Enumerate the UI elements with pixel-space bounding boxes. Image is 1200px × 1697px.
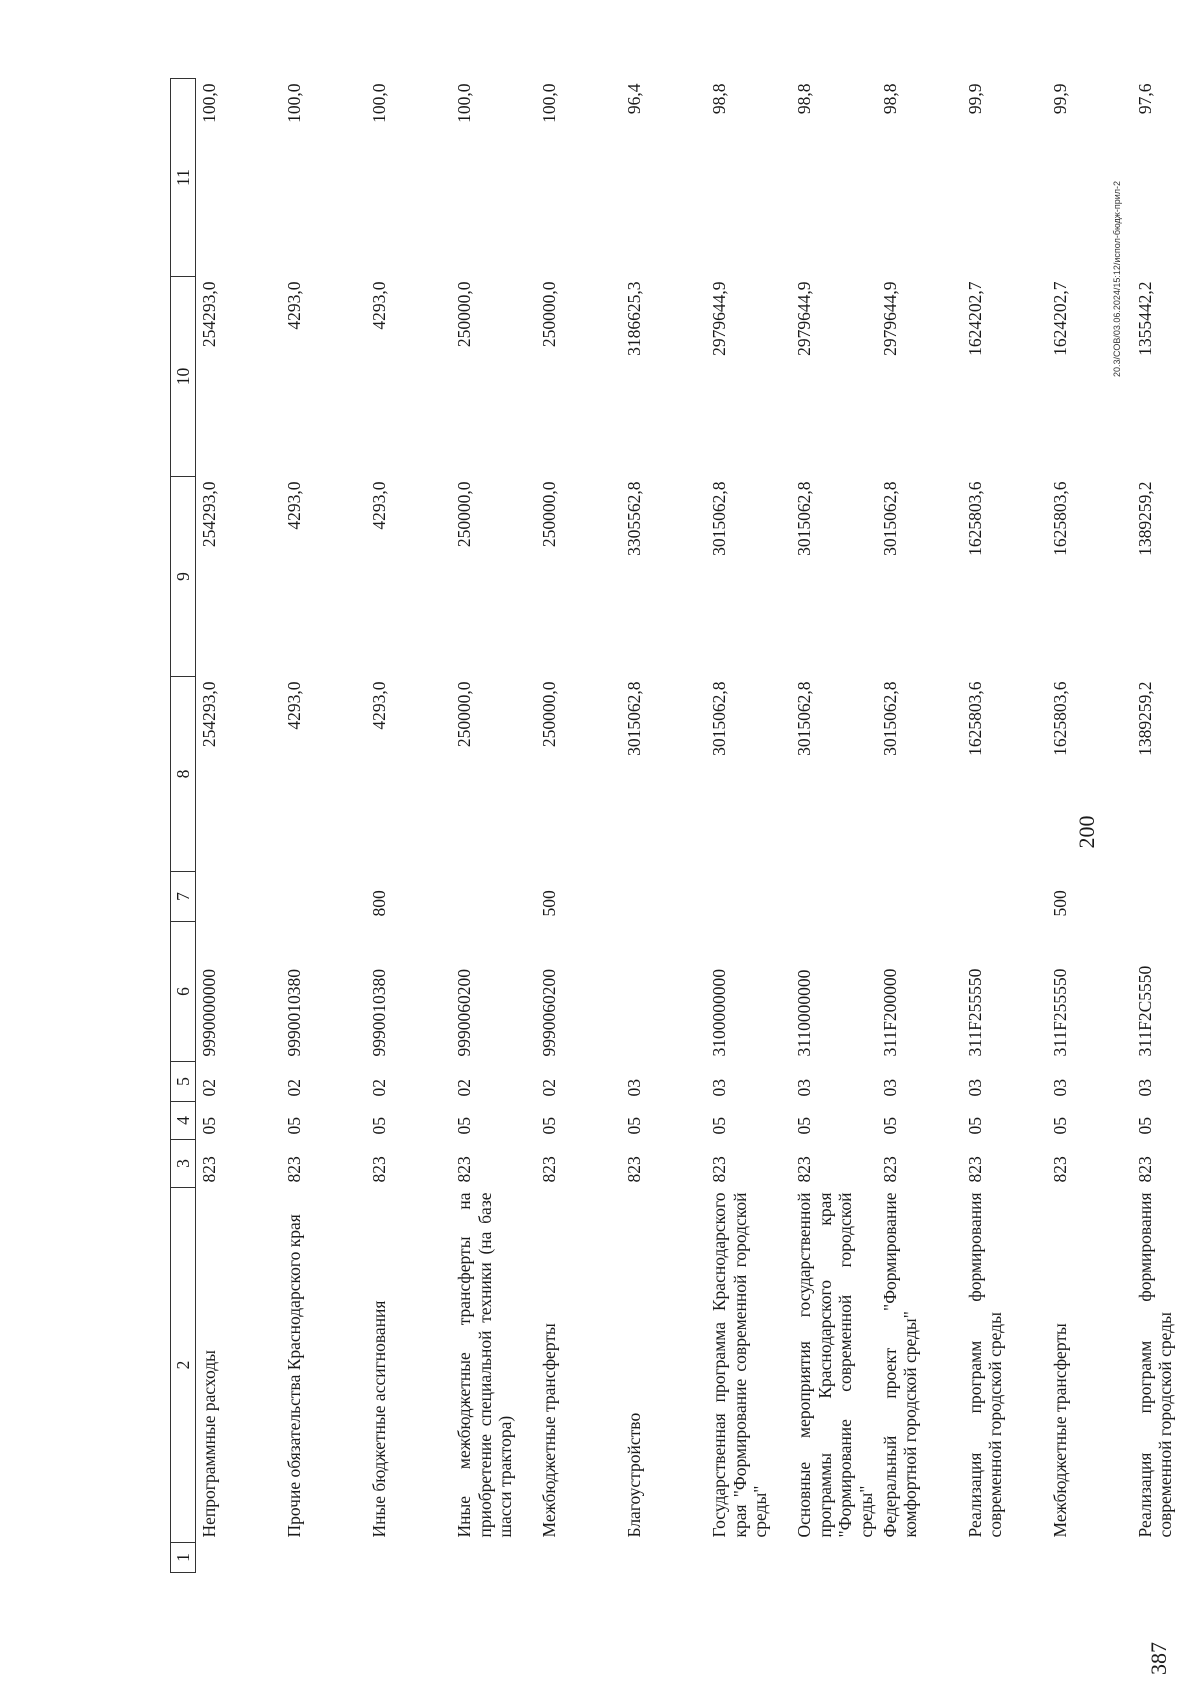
ministry-code-cell: 823 xyxy=(369,1156,389,1183)
budget-list-amount-cell: 1389259,2 xyxy=(1134,481,1155,556)
approved-amount-cell: 3015062,8 xyxy=(709,681,729,756)
executed-amount-cell: 250000,0 xyxy=(539,281,559,348)
ministry-code-cell: 823 xyxy=(879,1156,900,1183)
budget-list-amount-cell: 4293,0 xyxy=(284,481,304,530)
section-code-cell: 05 xyxy=(624,1117,644,1135)
budget-list-amount-cell: 3015062,8 xyxy=(879,481,900,556)
subsection-code-cell: 03 xyxy=(624,1079,644,1097)
budget-list-amount-cell: 4293,0 xyxy=(369,481,389,530)
executed-amount-cell: 2979644,9 xyxy=(879,281,900,356)
percent-executed-cell: 100,0 xyxy=(454,83,474,123)
target-article-cell: 9990010380 xyxy=(369,969,389,1057)
table-row xyxy=(962,79,1047,1573)
table-row xyxy=(536,79,621,1573)
row-number-cell xyxy=(1047,1543,1132,1573)
item-name-cell: Межбюджетные трансферты xyxy=(1049,1323,1070,1538)
approved-amount-cell: 250000,0 xyxy=(454,681,474,748)
target-article-cell: 9990060200 xyxy=(539,969,559,1057)
executed-amount-cell: 254293,0 xyxy=(199,281,219,348)
executed-amount-cell: 3186625,3 xyxy=(624,281,644,356)
table-row xyxy=(791,79,877,1573)
ministry-code-cell: 823 xyxy=(454,1156,474,1183)
section-code-cell: 05 xyxy=(964,1117,985,1135)
row-number-cell xyxy=(451,1543,536,1573)
executed-amount-cell: 250000,0 xyxy=(454,281,474,348)
target-article-cell: 311F255550 xyxy=(1049,968,1070,1057)
target-article-cell: 311F200000 xyxy=(879,968,900,1057)
approved-amount-cell: 3015062,8 xyxy=(879,681,900,756)
percent-executed-cell: 100,0 xyxy=(199,83,219,123)
row-number-cell xyxy=(791,1543,877,1573)
target-article-cell: 9990010380 xyxy=(284,969,304,1057)
section-code-cell: 05 xyxy=(199,1117,219,1135)
approved-amount-cell: 1625803,6 xyxy=(1049,681,1070,756)
subsection-code-cell: 03 xyxy=(1049,1079,1070,1097)
section-code-cell: 05 xyxy=(1049,1117,1070,1135)
expense-type-cell: 500 xyxy=(539,890,559,917)
executed-amount-cell: 4293,0 xyxy=(369,281,389,330)
row-number-cell xyxy=(877,1543,962,1573)
subsection-code-cell: 03 xyxy=(964,1079,985,1097)
sheet-number: 387 xyxy=(1146,1642,1171,1675)
column-header: 4 xyxy=(171,1102,196,1140)
budget-list-amount-cell: 250000,0 xyxy=(454,481,474,548)
approved-amount-cell: 1625803,6 xyxy=(964,681,985,756)
column-header: 11 xyxy=(171,79,196,277)
approved-amount-cell: 254293,0 xyxy=(199,681,219,748)
table-row xyxy=(451,79,536,1573)
column-header: 8 xyxy=(171,677,196,872)
executed-amount-cell: 2979644,9 xyxy=(709,281,729,356)
section-code-cell: 05 xyxy=(709,1117,729,1135)
item-name-cell: Государственная программа Краснодарского края "Формирование современной городской среды" xyxy=(709,1192,771,1538)
expense-type-cell xyxy=(877,872,962,922)
column-header: 1 xyxy=(171,1543,196,1573)
table-row xyxy=(706,79,791,1573)
column-header: 5 xyxy=(171,1062,196,1102)
row-number-cell xyxy=(196,1543,282,1573)
table-row xyxy=(196,79,282,1573)
column-header: 3 xyxy=(171,1140,196,1188)
table-row xyxy=(877,79,962,1573)
subsection-code-cell: 03 xyxy=(794,1079,814,1097)
section-code-cell: 05 xyxy=(369,1117,389,1135)
expense-type-cell xyxy=(1132,872,1200,922)
column-header: 7 xyxy=(171,872,196,922)
expense-type-cell xyxy=(451,872,536,922)
budget-list-amount-cell: 1625803,6 xyxy=(1049,481,1070,556)
expense-type-cell xyxy=(962,872,1047,922)
row-number-cell xyxy=(621,1543,706,1573)
executed-amount-cell: 1624202,7 xyxy=(964,281,985,356)
approved-amount-cell: 3015062,8 xyxy=(624,681,644,756)
expense-type-cell: 500 xyxy=(1049,890,1070,917)
table-row xyxy=(621,79,706,1573)
section-code-cell: 05 xyxy=(284,1117,304,1135)
budget-list-amount-cell: 3015062,8 xyxy=(794,481,814,556)
item-name-cell: Реализация программ формирования современной городской среды xyxy=(964,1192,1006,1538)
percent-executed-cell: 100,0 xyxy=(369,83,389,123)
budget-table xyxy=(170,78,1200,1573)
target-article-cell: 9990060200 xyxy=(454,969,474,1057)
target-article-cell: 9990000000 xyxy=(199,969,219,1057)
item-name-cell: Благоустройство xyxy=(624,1412,644,1538)
budget-list-amount-cell: 250000,0 xyxy=(539,481,559,548)
ministry-code-cell: 823 xyxy=(1134,1156,1155,1183)
budget-list-amount-cell: 1625803,6 xyxy=(964,481,985,556)
row-number-cell xyxy=(281,1543,366,1573)
expense-type-cell xyxy=(621,872,706,922)
item-name-cell: Прочие обязательства Краснодарского края xyxy=(284,1214,304,1538)
ministry-code-cell: 823 xyxy=(709,1156,729,1183)
row-number-cell xyxy=(1132,1543,1200,1573)
percent-executed-cell: 98,8 xyxy=(879,83,900,115)
executed-amount-cell: 1355442,2 xyxy=(1134,281,1155,356)
percent-executed-cell: 100,0 xyxy=(539,83,559,123)
expense-type-cell xyxy=(791,872,877,922)
expense-type-cell xyxy=(706,872,791,922)
percent-executed-cell: 98,8 xyxy=(709,83,729,115)
budget-list-amount-cell: 254293,0 xyxy=(199,481,219,548)
column-header: 9 xyxy=(171,477,196,677)
item-name-cell: Основные мероприятия государственной программы Краснодарского края "Формирование современной городской среды" xyxy=(794,1192,876,1538)
row-number-cell xyxy=(706,1543,791,1573)
approved-amount-cell: 1389259,2 xyxy=(1134,681,1155,756)
executed-amount-cell: 2979644,9 xyxy=(794,281,814,356)
executed-amount-cell: 1624202,7 xyxy=(1049,281,1070,356)
table-row xyxy=(366,79,451,1573)
section-code-cell: 05 xyxy=(794,1117,814,1135)
target-article-cell: 3100000000 xyxy=(709,969,729,1057)
table-header-row xyxy=(171,79,196,1573)
percent-executed-cell: 97,6 xyxy=(1134,83,1155,115)
expense-type-cell xyxy=(281,872,366,922)
approved-amount-cell: 4293,0 xyxy=(284,681,304,730)
subsection-code-cell: 03 xyxy=(1134,1079,1155,1097)
column-header: 6 xyxy=(171,922,196,1062)
ministry-code-cell: 823 xyxy=(794,1156,814,1183)
table-row xyxy=(281,79,366,1573)
ministry-code-cell: 823 xyxy=(539,1156,559,1183)
percent-executed-cell: 100,0 xyxy=(284,83,304,123)
executed-amount-cell: 4293,0 xyxy=(284,281,304,330)
footer-code: 20.3/СОВ/03.06.2024/15:12/испол-бюдж-прил-2 xyxy=(1112,181,1122,377)
budget-list-amount-cell: 3015062,8 xyxy=(709,481,729,556)
subsection-code-cell: 02 xyxy=(539,1079,559,1097)
table-body xyxy=(196,79,1200,1573)
expense-type-cell xyxy=(196,872,282,922)
ministry-code-cell: 823 xyxy=(1049,1156,1070,1183)
ministry-code-cell: 823 xyxy=(624,1156,644,1183)
section-code-cell: 05 xyxy=(454,1117,474,1135)
row-number-cell xyxy=(962,1543,1047,1573)
subsection-code-cell: 02 xyxy=(454,1079,474,1097)
percent-executed-cell: 99,9 xyxy=(1049,83,1070,115)
column-header: 2 xyxy=(171,1188,196,1543)
target-article-cell: 3110000000 xyxy=(794,969,814,1057)
percent-executed-cell: 99,9 xyxy=(964,83,985,115)
approved-amount-cell: 250000,0 xyxy=(539,681,559,748)
approved-amount-cell: 4293,0 xyxy=(369,681,389,730)
approved-amount-cell: 3015062,8 xyxy=(794,681,814,756)
subsection-code-cell: 02 xyxy=(284,1079,304,1097)
section-code-cell: 05 xyxy=(539,1117,559,1135)
subsection-code-cell: 02 xyxy=(199,1079,219,1097)
page-number: 200 xyxy=(1074,815,1099,849)
item-name-cell: Иные межбюджетные трансферты на приобретение специальной техники (на базе шасси трактора) xyxy=(454,1192,516,1538)
subsection-code-cell: 02 xyxy=(369,1079,389,1097)
ministry-code-cell: 823 xyxy=(284,1156,304,1183)
table-row xyxy=(1132,79,1200,1573)
target-article-cell: 311F2C5550 xyxy=(1134,965,1155,1057)
ministry-code-cell: 823 xyxy=(964,1156,985,1183)
item-name-cell: Реализация программ формирования современной городской среды xyxy=(1134,1192,1176,1538)
percent-executed-cell: 96,4 xyxy=(624,83,644,115)
row-number-cell xyxy=(366,1543,451,1573)
percent-executed-cell: 98,8 xyxy=(794,83,814,115)
row-number-cell xyxy=(536,1543,621,1573)
item-name-cell: Непрограммные расходы xyxy=(199,1350,219,1538)
item-name-cell: Межбюджетные трансферты xyxy=(539,1323,559,1538)
budget-list-amount-cell: 3305562,8 xyxy=(624,481,644,556)
ministry-code-cell: 823 xyxy=(199,1156,219,1183)
item-name-cell: Федеральный проект "Формирование комфортной городской среды" xyxy=(879,1192,921,1538)
target-article-cell xyxy=(621,922,706,1062)
section-code-cell: 05 xyxy=(1134,1117,1155,1135)
subsection-code-cell: 03 xyxy=(879,1079,900,1097)
column-header: 10 xyxy=(171,277,196,477)
section-code-cell: 05 xyxy=(879,1117,900,1135)
subsection-code-cell: 03 xyxy=(709,1079,729,1097)
target-article-cell: 311F255550 xyxy=(964,968,985,1057)
expense-type-cell: 800 xyxy=(369,890,389,917)
item-name-cell: Иные бюджетные ассигнования xyxy=(369,1300,389,1538)
